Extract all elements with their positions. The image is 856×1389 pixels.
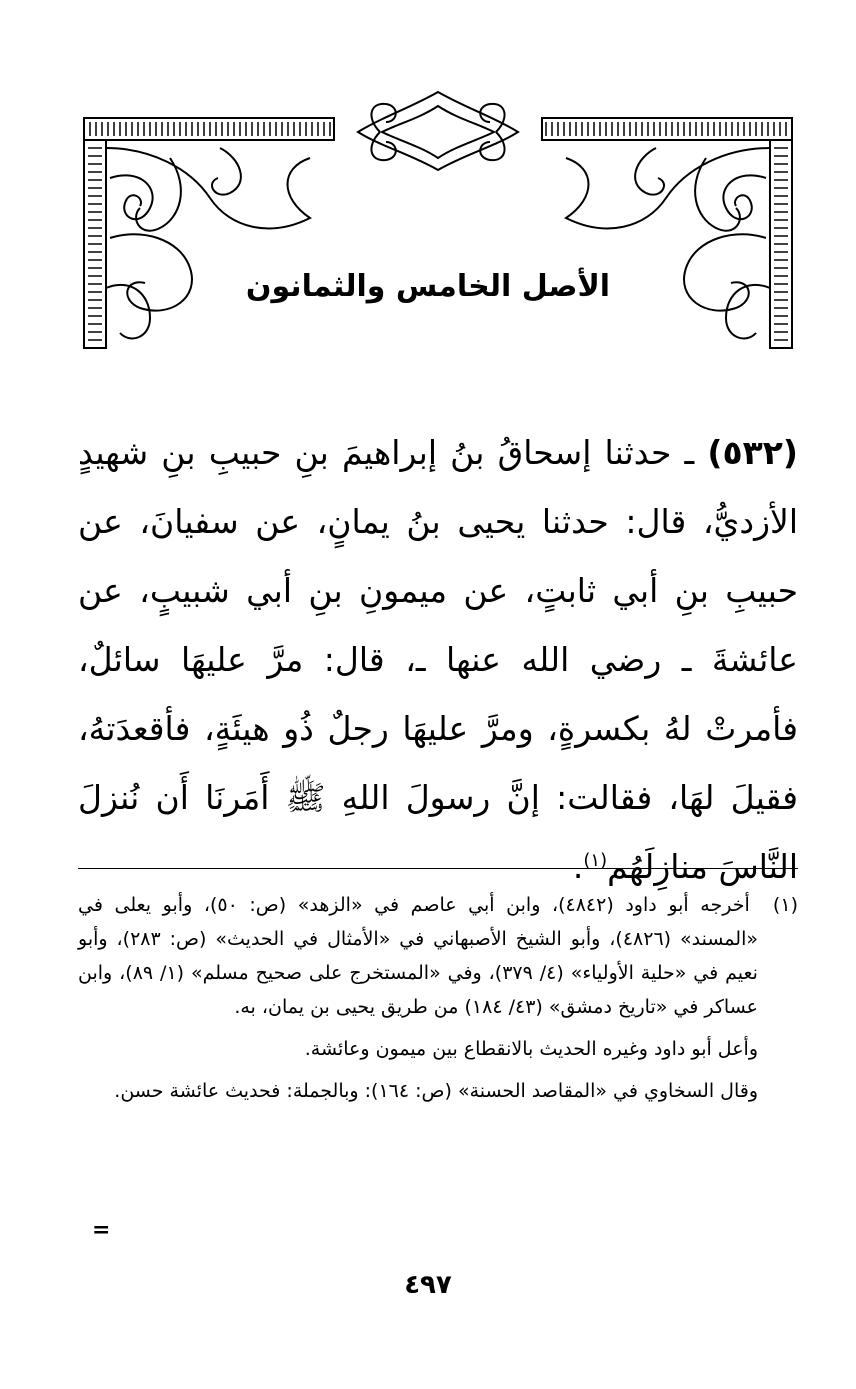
hadith-end: . [572, 847, 584, 886]
continuation-mark: = [92, 1217, 111, 1243]
footnote-paragraph: وقال السخاوي في «المقاصد الحسنة» (ص: ١٦٤): وبالجملة: فحديث عائشة حسن. [114, 1080, 758, 1102]
hadith-text: ـ حدثنا إسحاقُ بنُ إبراهيمَ بنِ حبيبِ بنِ شهيدٍ الأزديُّ، قال: حدثنا يحيى بنُ يمانٍ، عن سفيانَ، عن حبيبِ بنِ أبي ثابتٍ، عن ميمونِ بنِ أبي شبيبٍ، عن عائشةَ ـ رضي الله عنها ـ، قال: مرَّ عليهَا سائلٌ، فأمرتْ لهُ بكسرةٍ، ومرَّ عليهَا رجلٌ ذُو هيئَةٍ، فأقعدَتهُ، فقيلَ لهَا، فقالت: إنَّ رسولَ اللهِ ﷺ أَمَرنَا أَن نُنزلَ النَّاسَ منازِلَهُم [78, 433, 798, 886]
footnote-reference: (١) [583, 850, 608, 871]
footnote-1 [78, 888, 798, 1024]
hadith-number: (٥٣٢) [707, 433, 798, 472]
hadith-paragraph [78, 418, 798, 901]
page-number: ٤٩٧ [404, 1270, 452, 1300]
footnote-marker: (١) [772, 894, 798, 916]
footnote-text: أخرجه أبو داود (٤٨٤٢)، وابن أبي عاصم في «الزهد» (ص: ٥٠)، وأبو يعلى في «المسند» (٤٨٢٦)، وأبو الشيخ الأصبهاني في «الأمثال في الحديث» (ص: ٢٨٣)، وأبو نعيم في «حلية الأولياء» (٤/ ٣٧٩)، وفي «المستخرج على صحيح مسلم» (١/ ٨٩)، وابن عساكر في «تاريخ دمشق» (٤٣/ ١٨٤) من طريق يحيى بن يمان، به. [78, 894, 758, 1018]
footnote-paragraph: وأعل أبو داود وغيره الحديث بالانقطاع بين ميمون وعائشة. [304, 1038, 758, 1060]
footnote-divider [78, 868, 798, 869]
footnotes-section [78, 888, 798, 1116]
chapter-title: الأصل الخامس والثمانون [245, 269, 611, 304]
